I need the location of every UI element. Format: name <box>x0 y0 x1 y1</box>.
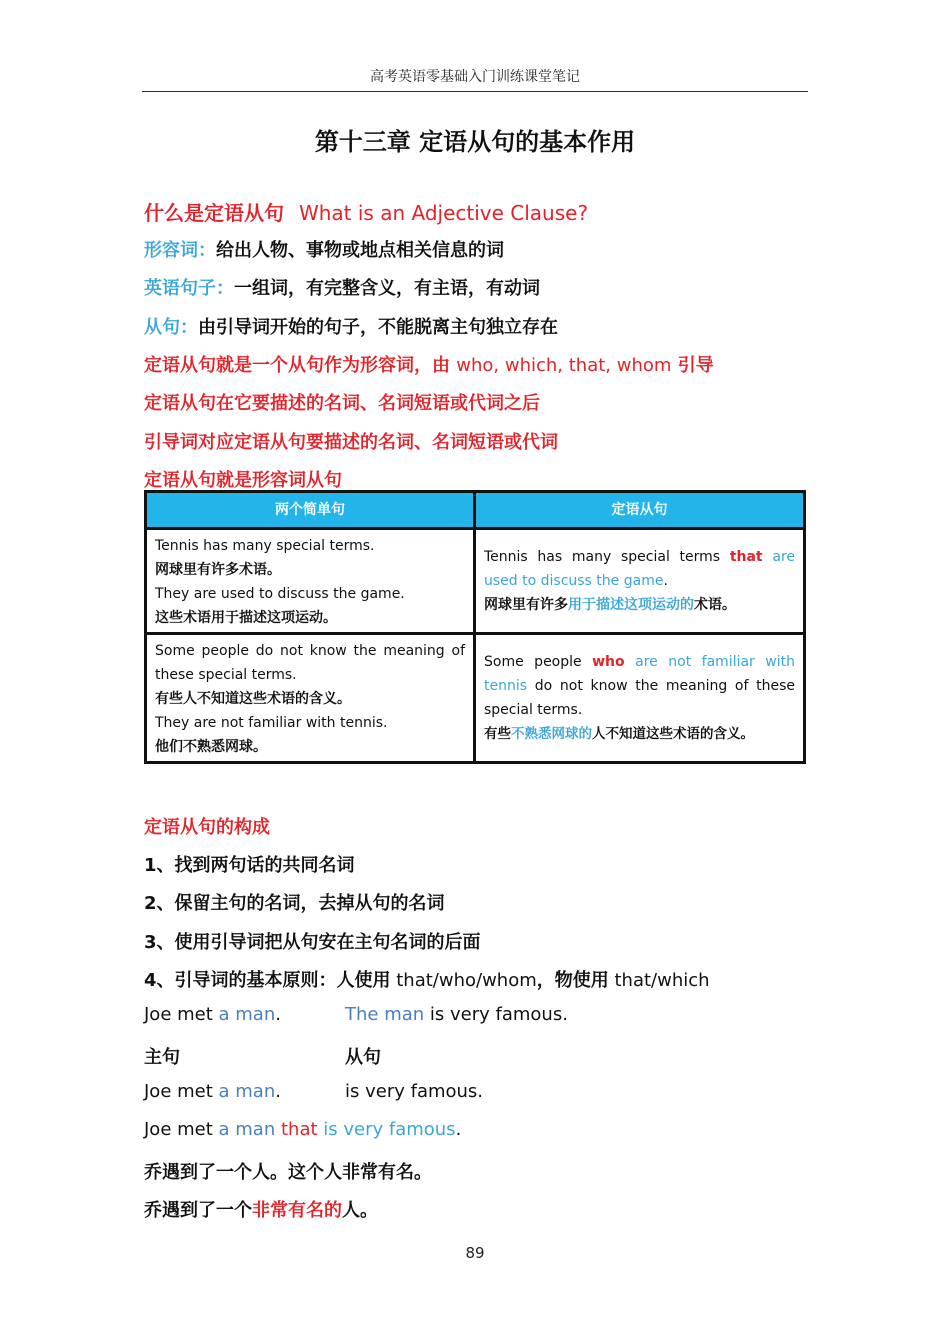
definition-adjective <box>144 236 504 262</box>
example-sentence <box>144 1004 281 1025</box>
step-text: ，物使用 <box>536 970 609 991</box>
example-sentence: is very famous. <box>345 1081 484 1102</box>
shared-noun: a man <box>218 1081 276 1102</box>
running-header: 高考英语零基础入门训练课堂笔记 <box>370 69 580 85</box>
cell-sentence-en <box>484 650 795 722</box>
intro-heading <box>144 197 588 226</box>
cell-sentence-en: They are not familiar with tennis. <box>155 715 388 731</box>
table-header-cell: 定语从句 <box>476 493 803 527</box>
intro-heading-cn: 什么是定语从句 <box>144 201 284 225</box>
sentence-part: Joe met <box>144 1081 219 1102</box>
definition-label: 从句： <box>144 317 198 338</box>
relative-pronoun: that <box>275 1119 318 1140</box>
definition-clause <box>144 313 558 339</box>
sentence-part: Tennis has many special terms <box>484 549 721 565</box>
sentence-part: . <box>455 1119 462 1140</box>
cell-sentence-en: They are used to discuss the game. <box>155 586 405 602</box>
rule-line: 引导词对应定语从句要描述的名词、名词短语或代词 <box>144 432 558 453</box>
shared-noun: a man <box>218 1119 276 1140</box>
sentence-part: . <box>275 1081 281 1102</box>
rule-line <box>144 351 714 377</box>
table-cell <box>476 530 803 632</box>
formation-step: 3、使用引导词把从句安在主句名词的后面 <box>144 932 481 953</box>
rule-text: 定语从句就是一个从句作为形容词，由 <box>144 355 450 376</box>
relative-pronoun: who <box>592 654 625 670</box>
definition-label: 英语句子： <box>144 278 234 299</box>
shared-noun: The man <box>345 1004 425 1025</box>
sentence-part: 人。 <box>342 1200 378 1221</box>
adjective-clause: 用于描述这项运动的 <box>568 597 694 613</box>
main-clause-label: 主句 <box>144 1047 180 1068</box>
cell-sentence-en <box>484 545 795 593</box>
cell-sentence-en: Tennis has many special terms. <box>155 538 375 554</box>
sentence-part: Some people <box>484 654 582 670</box>
sentence-part: Joe met <box>144 1004 219 1025</box>
definition-sentence <box>144 274 540 300</box>
sentence-part: 网球里有许多 <box>484 597 568 613</box>
definition-text: 由引导词开始的句子，不能脱离主句独立存在 <box>198 317 558 338</box>
table-cell <box>147 635 476 761</box>
adjective-clause: 非常有名的 <box>252 1200 342 1221</box>
table-row <box>147 632 803 761</box>
sentence-part: 人不知道这些术语的含义。 <box>592 726 754 742</box>
rule-line: 定语从句在它要描述的名词、名词短语或代词之后 <box>144 393 540 414</box>
relative-pronoun: that <box>729 549 763 565</box>
table-cell <box>476 635 803 761</box>
adjective-clause: is very famous <box>317 1119 456 1140</box>
sentence-part: do not know the meaning of these special terms. <box>484 678 795 718</box>
header-divider <box>142 91 808 92</box>
sentence-part: 术语。 <box>694 597 736 613</box>
page-number: 89 <box>465 1244 485 1262</box>
cell-sentence-cn: 有些人不知道这些术语的含义。 <box>155 691 351 707</box>
cell-sentence-en: Some people do not know the meaning of these special terms. <box>155 643 465 683</box>
chapter-title: 第十三章 定语从句的基本作用 <box>314 128 636 156</box>
definition-label: 形容词： <box>144 240 216 261</box>
formation-step: 2、保留主句的名词，去掉从句的名词 <box>144 893 445 914</box>
comparison-table <box>144 490 806 764</box>
definition-text: 一组词，有完整含义，有主语，有动词 <box>234 278 540 299</box>
formation-heading: 定语从句的构成 <box>144 817 270 838</box>
example-translation <box>144 1196 378 1222</box>
sentence-part: Joe met <box>144 1119 219 1140</box>
sentence-part: 乔遇到了一个 <box>144 1200 252 1221</box>
table-header-row <box>147 493 803 527</box>
rule-text: 引导 <box>677 355 714 376</box>
adjective-clause: are used to discuss the game <box>484 549 795 589</box>
step-pronouns: that/which <box>608 970 710 991</box>
rule-line: 定语从句就是形容词从句 <box>144 470 342 491</box>
sentence-part: is very famous. <box>424 1004 568 1025</box>
sentence-part: . <box>275 1004 281 1025</box>
cell-sentence-cn: 他们不熟悉网球。 <box>155 739 267 755</box>
table-row <box>147 527 803 632</box>
cell-sentence-cn: 这些术语用于描述这项运动。 <box>155 610 337 626</box>
example-sentence <box>144 1081 281 1102</box>
intro-heading-en: What is an Adjective Clause? <box>298 201 589 225</box>
cell-sentence-cn <box>484 722 795 746</box>
adjective-clause: are not familiar with tennis <box>484 654 795 694</box>
shared-noun: a man <box>218 1004 276 1025</box>
example-translation: 乔遇到了一个人。这个人非常有名。 <box>144 1162 432 1183</box>
sentence-part: . <box>663 573 668 589</box>
step-pronouns: that/who/whom <box>390 970 537 991</box>
example-combined-sentence <box>144 1119 461 1140</box>
table-cell <box>147 530 476 632</box>
example-sentence <box>345 1004 568 1025</box>
step-text: 4、引导词的基本原则：人使用 <box>144 970 391 991</box>
definition-text: 给出人物、事物或地点相关信息的词 <box>216 240 504 261</box>
formation-step <box>144 966 710 992</box>
sub-clause-label: 从句 <box>345 1047 381 1068</box>
sentence-part: 有些 <box>484 726 511 742</box>
rule-relative-pronouns: who, which, that, whom <box>456 355 672 376</box>
formation-step: 1、找到两句话的共同名词 <box>144 855 355 876</box>
adjective-clause: 不熟悉网球的 <box>511 726 592 742</box>
cell-sentence-cn: 网球里有许多术语。 <box>155 562 281 578</box>
table-header-cell: 两个简单句 <box>147 493 476 527</box>
cell-sentence-cn <box>484 593 795 617</box>
